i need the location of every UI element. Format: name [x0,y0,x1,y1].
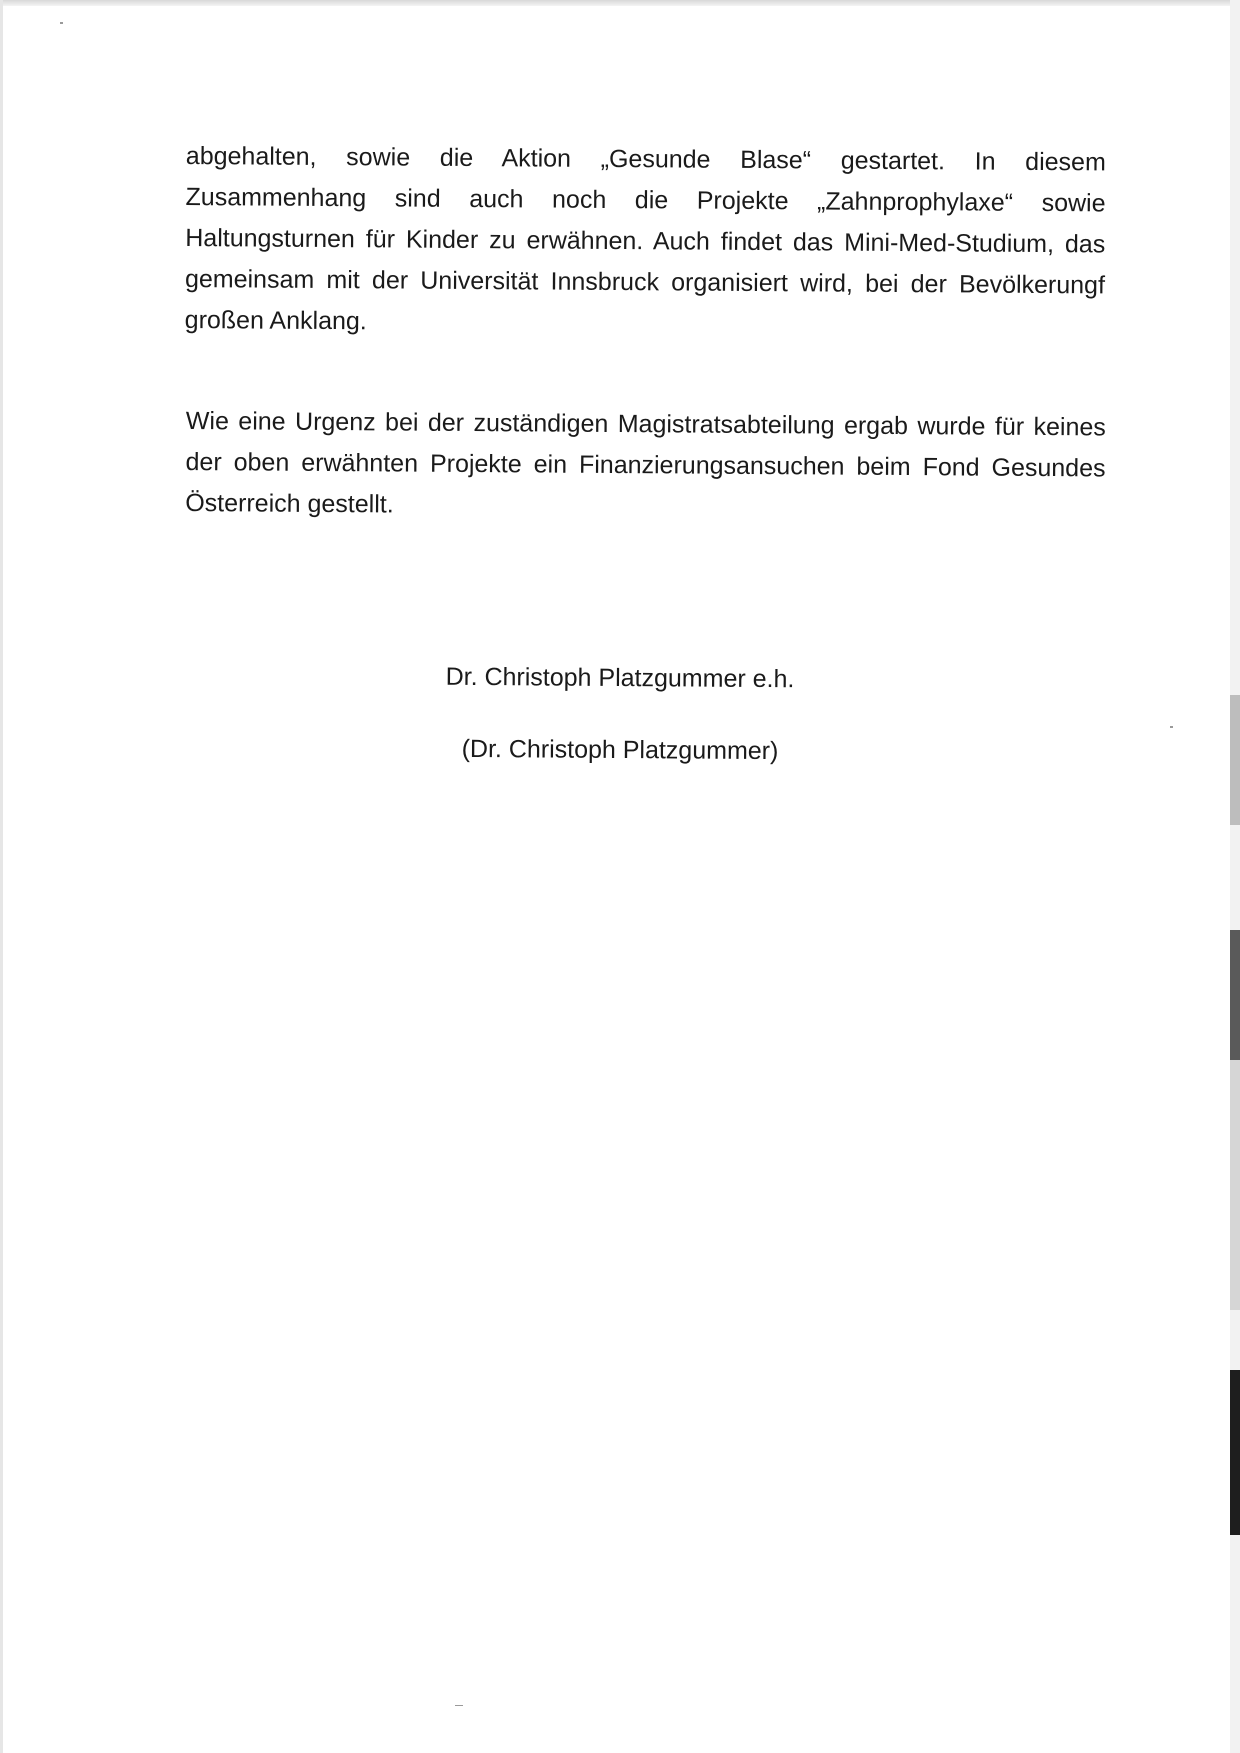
scan-edge-left [0,0,3,1753]
paragraph-1 [185,136,1106,347]
scan-speck [60,22,63,24]
paragraph-1-line: großen Anklang. [184,305,367,336]
scan-speck [455,1705,463,1706]
scan-speck [1170,726,1173,728]
paragraph-2-line: Wie eine Urgenz bei der zuständigen Magistratsabteilung ergab wurde für keines [185,406,1106,442]
paragraph-1-line: Haltungsturnen für Kinder zu erwähnen. Auch findet das Mini-Med-Studium, das [185,223,1106,259]
paragraph-2 [185,401,1106,530]
signature-name-line: (Dr. Christoph Platzgummer) [461,734,779,766]
scan-edge-right [1230,0,1240,1753]
paragraph-1-line: Zusammenhang sind auch noch die Projekte „Zahnprophylaxe“ sowie [185,182,1106,218]
paragraph-2-line: der oben erwähnten Projekte ein Finanzierungsansuchen beim Fond Gesundes [185,447,1106,483]
paragraph-1-line: abgehalten, sowie die Aktion „Gesunde Blase“ gestartet. In diesem [185,141,1106,177]
scan-edge-top [0,0,1240,6]
paragraph-2-line: Österreich gestellt. [185,488,394,519]
paragraph-1-line: gemeinsam mit der Universität Innsbruck organisiert wird, bei der Bevölkerungf [184,264,1106,300]
signature-signed-line: Dr. Christoph Platzgummer e.h. [445,662,795,694]
